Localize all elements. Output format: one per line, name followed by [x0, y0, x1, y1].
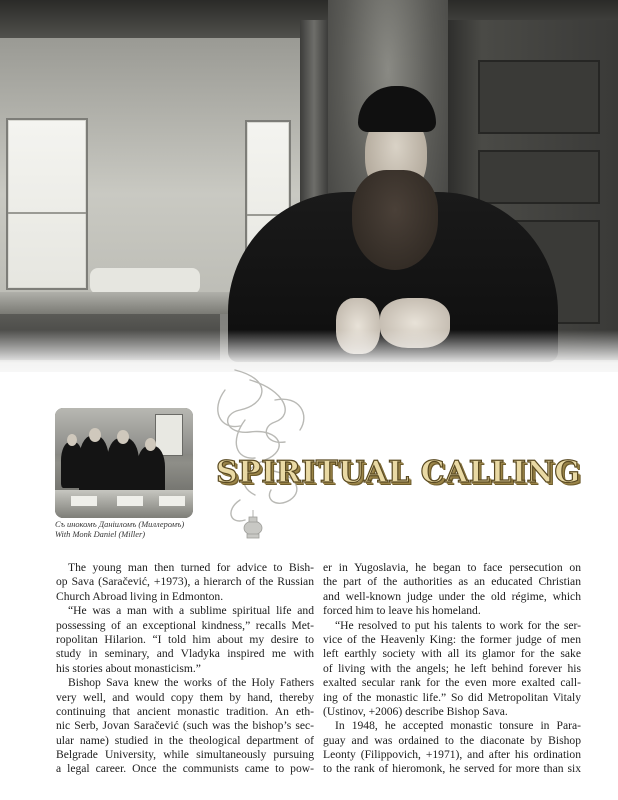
text-line: “He was a man with a sublime spiritual life and [68, 604, 314, 618]
text-line: a legal career. Once the communists came to pow- [56, 762, 314, 776]
window-left [6, 118, 88, 290]
text-line: very well, and would copy them by hand, thereby [56, 690, 314, 704]
text-line: (Ustinov, +2006) describe Bishop Sava. [323, 704, 508, 718]
text-line: the part of the authorities as an educated Christian [323, 575, 581, 589]
text-line: Belgrade University, while simultaneously pursuing [56, 748, 314, 762]
text-line: left earthly society with all its glamor for the sake [323, 647, 581, 661]
text-line: Church Abroad living in Edmonton. [56, 589, 224, 603]
text-line: of living with the angels; he left behind forever his [323, 661, 581, 675]
text-line: er in Yugoslavia, he began to face persecution on [323, 561, 581, 574]
text-line: vice of the Heavenly King: the former judge of men [323, 632, 581, 646]
monk-beard [352, 170, 438, 270]
page-title: SPIRITUAL CALLING [216, 455, 581, 490]
text-line: In 1948, he accepted monastic tonsure in Para- [335, 719, 581, 733]
inset-face [67, 434, 77, 446]
text-line: The young man then turned for advice to Bish- [68, 561, 314, 574]
text-line: nic Serb, Jovan Saračević (such was the bishop’s sec- [56, 719, 314, 733]
text-line: Leonty (Filippovich, +1971), and after his ordination [323, 748, 581, 762]
text-column-left [56, 561, 314, 786]
text-line: exalted secular rank for the even more exalted call- [323, 676, 581, 690]
photo-caption [55, 520, 245, 541]
text-line: and well-known judge under the old régime, which [323, 589, 581, 603]
door-panel [478, 150, 600, 204]
door-panel [478, 60, 600, 134]
inset-face [117, 430, 129, 444]
caption-russian: Съ инокомъ Даніиломъ (Миллеромъ) [55, 520, 185, 529]
text-line: his stories about monasticism.” [56, 661, 201, 675]
text-line: Bishop Sava knew the works of the Holy Fathers [68, 676, 314, 690]
inset-paper [117, 496, 143, 506]
hero-photo [0, 0, 618, 372]
text-line: guay and was ordained to the diaconate by Bishop [323, 733, 581, 747]
inset-face [89, 428, 101, 442]
text-line: forced him to leave his homeland. [323, 604, 481, 618]
text-line: ropolitan Hilarion. “I told him about my desire to [56, 632, 314, 646]
caption-english: With Monk Daniel (Miller) [55, 530, 146, 540]
inset-paper [159, 496, 185, 506]
papers-on-desk [90, 268, 200, 294]
text-line: possessing of an exceptional kindness,” recalls Met- [56, 618, 314, 632]
inset-figure [79, 436, 109, 498]
text-line: ing of the monastic life.” So did Metropolitan Vitaly [323, 690, 581, 704]
inset-paper [71, 496, 97, 506]
text-line: to the rank of hieromonk, he served for more than six [323, 762, 581, 776]
text-column-right [323, 561, 581, 786]
inset-face [145, 438, 156, 451]
desk-top [0, 292, 240, 314]
inset-figure [107, 438, 139, 496]
text-line: “He resolved to put his talents to work for the ser- [335, 618, 581, 632]
text-line: op Sava (Saračević, +1973), a hierarch of the Russian [56, 575, 314, 589]
inset-photo [55, 408, 193, 518]
text-line: continuing that ancient monastic tradition. An eth- [56, 704, 314, 718]
text-line: ular name) studied in the theological department of [56, 733, 314, 747]
text-line: study in seminary, and Vladyka inspired me with [56, 647, 314, 661]
